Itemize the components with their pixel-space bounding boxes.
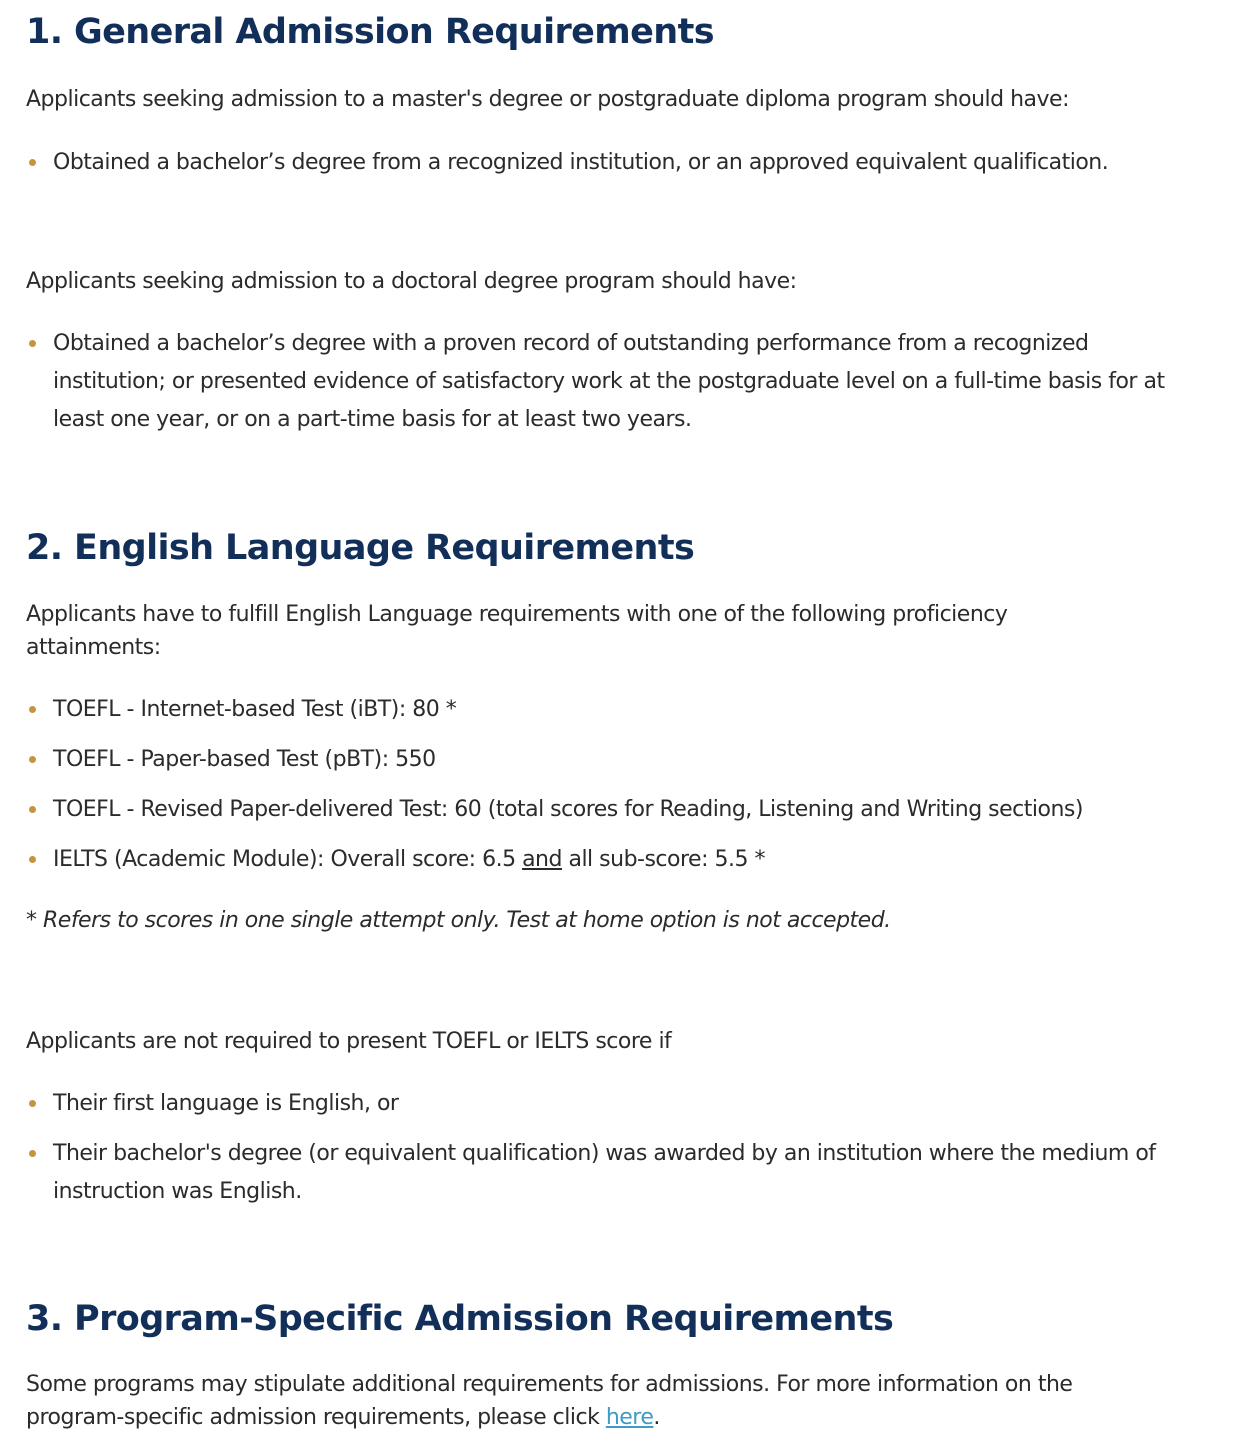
section-2-heading: 2. English Language Requirements	[26, 528, 695, 568]
list-item	[26, 144, 1206, 182]
list-item	[26, 841, 1206, 879]
doctoral-requirements-list	[26, 325, 1206, 439]
here-link[interactable]: here	[605, 1405, 654, 1430]
list-item	[26, 325, 1206, 439]
masters-intro-text: Applicants seeking admission to a master's degree or postgraduate diploma program should have:	[26, 87, 1069, 112]
bullet-icon	[29, 706, 36, 713]
list-item-text: Obtained a bachelor’s degree from a recognized institution, or an approved equivalent qualification.	[53, 150, 1109, 175]
list-item-text: Their bachelor's degree (or equivalent qualification) was awarded by an institution where the medium of instruction was English.	[53, 1141, 1156, 1204]
list-item	[26, 1135, 1206, 1211]
list-item	[26, 691, 1206, 729]
bullet-icon	[29, 756, 36, 763]
program-specific-body: Some programs may stipulate additional requirements for admissions. For more information on the program-specific admission requirements, please click	[26, 1372, 1073, 1430]
english-tests-list	[26, 691, 1206, 891]
exemption-intro-text: Applicants are not required to present TOEFL or IELTS score if	[26, 1029, 672, 1054]
doctoral-intro-text: Applicants seeking admission to a doctoral degree program should have:	[26, 269, 797, 294]
list-item-text: TOEFL - Revised Paper-delivered Test: 60 (total scores for Reading, Listening and Writing sections)	[53, 797, 1083, 822]
list-item	[26, 741, 1206, 779]
bullet-icon	[29, 1100, 36, 1107]
ielts-underlined-and: and	[522, 847, 562, 872]
bullet-icon	[29, 340, 36, 347]
list-item-text: Obtained a bachelor’s degree with a proven record of outstanding performance from a recognized institution; or presented evidence of satisfactory work at the postgraduate level on a full-time basis for at least one year, or on a part-time basis for at least two years.	[53, 331, 1165, 432]
bullet-icon	[29, 159, 36, 166]
list-item	[26, 1085, 1206, 1123]
score-footnote: * Refers to scores in one single attempt only. Test at home option is not accepted.	[26, 908, 891, 933]
section-3-heading: 3. Program-Specific Admission Requirements	[26, 1299, 894, 1339]
list-item-text: Their first language is English, or	[53, 1091, 399, 1116]
ielts-text-before: IELTS (Academic Module): Overall score: 6.5	[53, 847, 523, 872]
list-item-text: TOEFL - Internet-based Test (iBT): 80 *	[53, 697, 457, 722]
ielts-text-after: all sub-score: 5.5 *	[561, 847, 765, 872]
program-specific-period: .	[653, 1405, 660, 1430]
bullet-icon	[29, 1150, 36, 1157]
english-intro-text: Applicants have to fulfill English Language requirements with one of the following proficiency attainments:	[26, 602, 1008, 660]
program-specific-text	[26, 1368, 1176, 1434]
list-item	[26, 791, 1206, 829]
bullet-icon	[29, 806, 36, 813]
list-item-text: TOEFL - Paper-based Test (pBT): 550	[53, 747, 436, 772]
bullet-icon	[29, 856, 36, 863]
exemptions-list	[26, 1085, 1206, 1223]
masters-requirements-list	[26, 144, 1206, 182]
section-1-heading: 1. General Admission Requirements	[26, 12, 714, 52]
